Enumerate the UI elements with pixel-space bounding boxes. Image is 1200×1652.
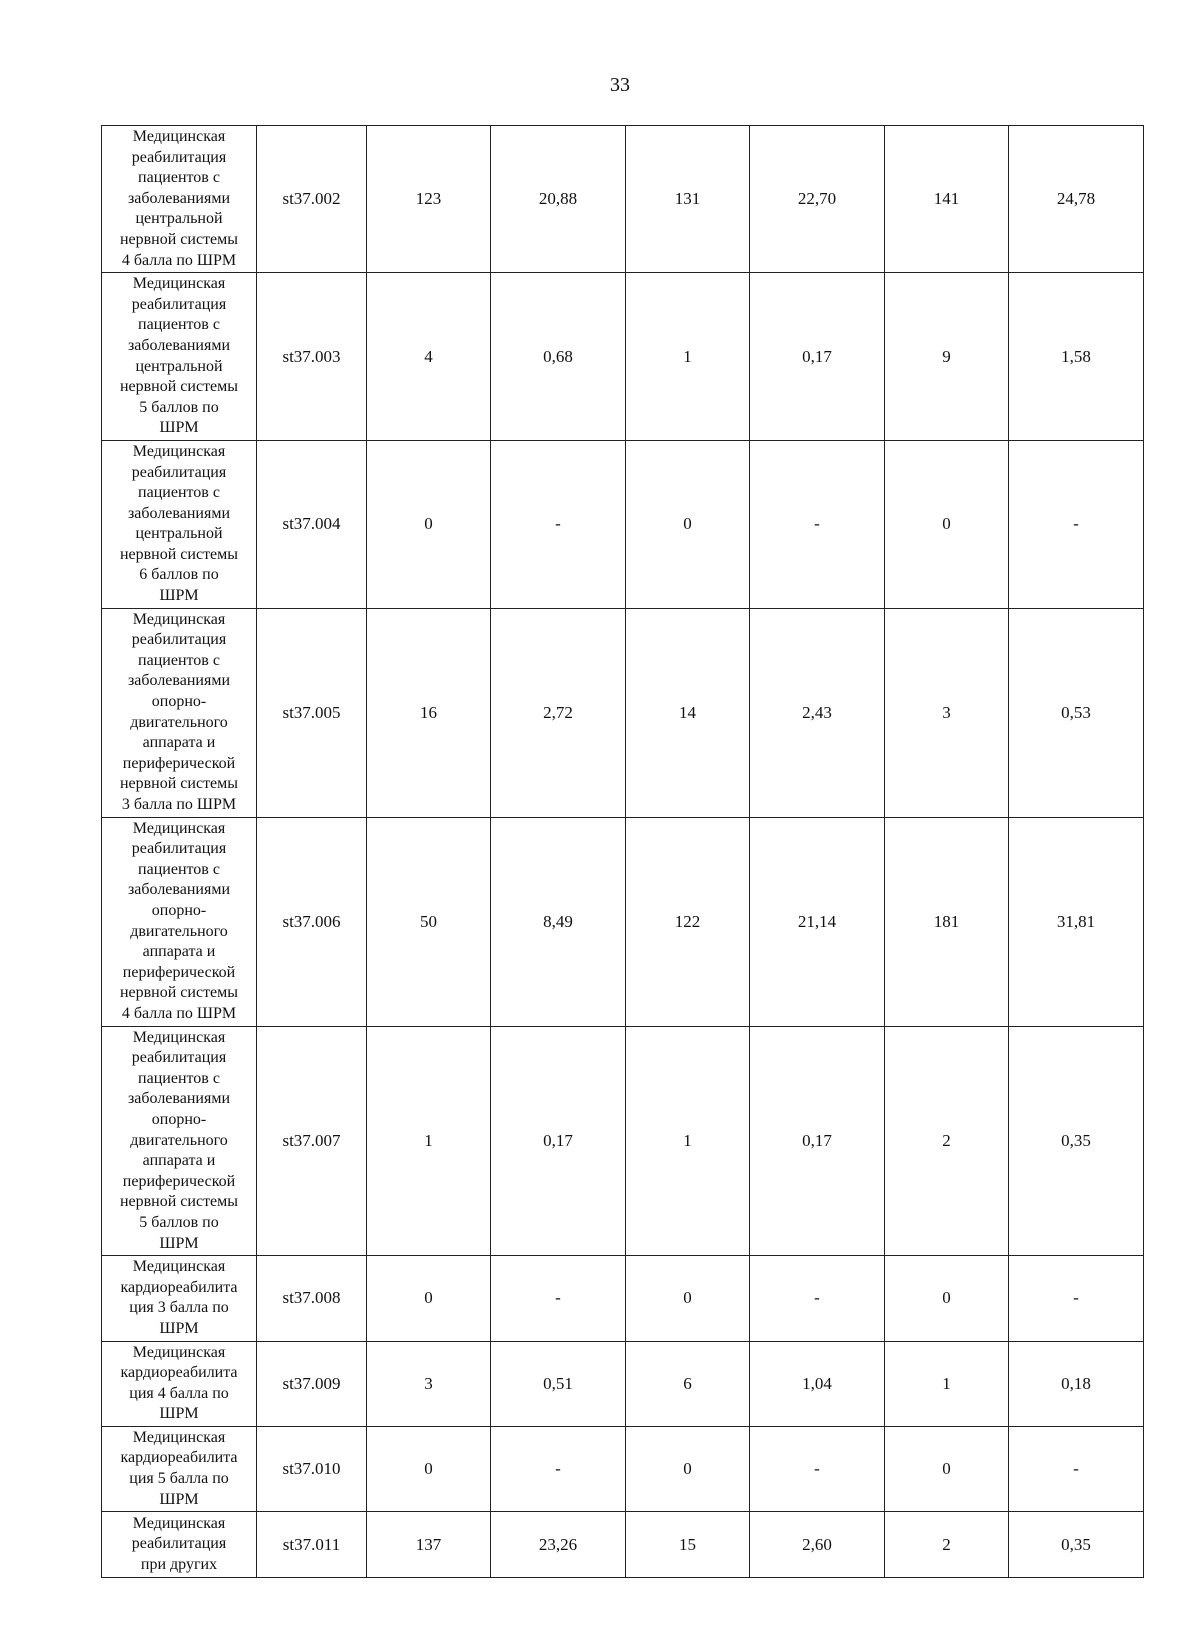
count-cell: 3 [367, 1341, 491, 1426]
percent-cell: 0,17 [750, 1026, 885, 1256]
service-name-line: Медицинская [132, 1514, 226, 1532]
percent-cell: 24,78 [1009, 126, 1144, 273]
percent-cell: - [1009, 1426, 1144, 1511]
count-cell: 2 [885, 1026, 1009, 1256]
service-name-line: двигательного [130, 1131, 228, 1149]
service-name-line: пациентов с [138, 169, 220, 187]
percent-cell: - [491, 440, 626, 608]
percent-cell: 23,26 [491, 1512, 626, 1578]
percent-cell: - [491, 1426, 626, 1511]
service-name-line: ция 5 балла по [129, 1470, 229, 1488]
percent-cell: 21,14 [750, 817, 885, 1026]
count-cell: 4 [367, 273, 491, 441]
count-cell: 16 [367, 608, 491, 817]
service-name-line: нервной системы [119, 378, 239, 396]
service-name-line: аппарата и [142, 943, 216, 961]
service-name-line: заболеваниями [127, 881, 231, 899]
count-cell: 0 [626, 1256, 750, 1341]
service-name-line: ШРМ [159, 419, 199, 437]
service-name-line: ция 4 балла по [129, 1384, 229, 1402]
percent-cell: - [750, 440, 885, 608]
service-name-line: кардиореабилита [120, 1449, 238, 1467]
service-name-line: Медицинская [132, 275, 226, 293]
service-name-line: нервной системы [119, 1193, 239, 1211]
service-name-cell [102, 1256, 257, 1341]
service-name-line: ШРМ [159, 587, 199, 605]
service-name-line: Медицинская [132, 819, 226, 837]
service-name-line: пациентов с [138, 1069, 220, 1087]
service-name-line: двигательного [130, 922, 228, 940]
percent-cell: 0,35 [1009, 1026, 1144, 1256]
percent-cell: 1,58 [1009, 273, 1144, 441]
count-cell: 123 [367, 126, 491, 273]
percent-cell: 0,17 [750, 273, 885, 441]
service-name-line: ШРМ [159, 1234, 199, 1252]
service-name-line: заболеваниями [127, 672, 231, 690]
service-name-line: реабилитация [131, 631, 227, 649]
service-name-line: периферической [122, 754, 236, 772]
service-name-line: 3 балла по ШРМ [121, 796, 237, 813]
count-cell: 0 [885, 1256, 1009, 1341]
service-name-line: ШРМ [159, 1405, 199, 1423]
service-name-line: заболеваниями [127, 504, 231, 522]
service-name-line: опорно- [151, 1110, 207, 1128]
table-row [102, 1256, 1144, 1341]
count-cell: 0 [885, 1426, 1009, 1511]
service-name-line: нервной системы [119, 775, 239, 793]
service-name-line: реабилитация [131, 148, 227, 166]
service-name-line: Медицинская [132, 1428, 226, 1446]
service-name-line: нервной системы [119, 545, 239, 563]
service-name-line: 4 балла по ШРМ [121, 1004, 237, 1022]
count-cell: 3 [885, 608, 1009, 817]
service-name-line: нервной системы [119, 984, 239, 1002]
ksg-code-cell: st37.007 [257, 1026, 367, 1256]
service-name-cell [102, 1026, 257, 1256]
service-name-line: пациентов с [138, 316, 220, 334]
table-row [102, 440, 1144, 608]
service-name-cell [102, 1426, 257, 1511]
percent-cell: 31,81 [1009, 817, 1144, 1026]
service-name-cell [102, 1512, 257, 1578]
service-name-line: центральной [135, 357, 223, 375]
data-table [101, 125, 1144, 1578]
service-name-line: центральной [135, 525, 223, 543]
service-name-line: кардиореабилита [120, 1278, 238, 1296]
table-row [102, 1341, 1144, 1426]
table-row [102, 1512, 1144, 1578]
service-name-line: периферической [122, 1172, 236, 1190]
ksg-code-cell: st37.004 [257, 440, 367, 608]
percent-cell: 20,88 [491, 126, 626, 273]
count-cell: 50 [367, 817, 491, 1026]
percent-cell: 0,51 [491, 1341, 626, 1426]
service-name-line: опорно- [151, 902, 207, 919]
ksg-code-cell: st37.006 [257, 817, 367, 1026]
service-name-line: 6 баллов по [139, 566, 219, 584]
percent-cell: 2,60 [750, 1512, 885, 1578]
count-cell: 131 [626, 126, 750, 273]
percent-cell: 22,70 [750, 126, 885, 273]
service-name-line: нервной системы [119, 230, 239, 248]
percent-cell: 1,04 [750, 1341, 885, 1426]
table-row [102, 1026, 1144, 1256]
count-cell: 0 [367, 440, 491, 608]
table-row [102, 817, 1144, 1026]
service-name-line: 5 баллов по [139, 398, 219, 416]
service-name-line: ШРМ [159, 1490, 199, 1508]
service-name-line: Медицинская [132, 442, 226, 460]
ksg-code-cell: st37.005 [257, 608, 367, 817]
count-cell: 14 [626, 608, 750, 817]
service-name-line: ШРМ [159, 1319, 199, 1337]
service-name-line: пациентов с [138, 484, 220, 502]
service-name-cell [102, 608, 257, 817]
table-row [102, 1426, 1144, 1511]
service-name-line: пациентов с [138, 651, 220, 669]
service-name-line: аппарата и [142, 1152, 216, 1170]
percent-cell: 2,43 [750, 608, 885, 817]
count-cell: 0 [626, 1426, 750, 1511]
percent-cell: 0,17 [491, 1026, 626, 1256]
service-name-line: реабилитация [131, 463, 227, 481]
count-cell: 181 [885, 817, 1009, 1026]
service-name-line: заболеваниями [127, 189, 231, 207]
ksg-code-cell: st37.011 [257, 1512, 367, 1578]
count-cell: 1 [885, 1341, 1009, 1426]
count-cell: 122 [626, 817, 750, 1026]
service-name-cell [102, 126, 257, 273]
service-name-cell [102, 1341, 257, 1426]
count-cell: 1 [367, 1026, 491, 1256]
count-cell: 141 [885, 126, 1009, 273]
count-cell: 0 [367, 1256, 491, 1341]
percent-cell: - [491, 1256, 626, 1341]
count-cell: 15 [626, 1512, 750, 1578]
service-name-line: заболеваниями [127, 1090, 231, 1108]
service-name-line: кардиореабилита [120, 1364, 238, 1382]
service-name-line: опорно- [151, 693, 207, 711]
service-name-line: реабилитация [131, 1535, 227, 1553]
percent-cell: 0,68 [491, 273, 626, 441]
service-name-line: аппарата и [142, 734, 216, 752]
count-cell: 6 [626, 1341, 750, 1426]
page-number: 33 [610, 74, 630, 96]
ksg-code-cell: st37.002 [257, 126, 367, 273]
table-row [102, 126, 1144, 273]
service-name-line: 5 баллов по [139, 1213, 219, 1231]
ksg-code-cell: st37.003 [257, 273, 367, 441]
service-name-cell [102, 440, 257, 608]
ksg-code-cell: st37.008 [257, 1256, 367, 1341]
service-name-line: реабилитация [131, 295, 227, 313]
percent-cell: 0,18 [1009, 1341, 1144, 1426]
percent-cell: 0,35 [1009, 1512, 1144, 1578]
service-name-line: 4 балла по ШРМ [121, 251, 237, 269]
table-row [102, 608, 1144, 817]
service-name-cell [102, 273, 257, 441]
ksg-code-cell: st37.010 [257, 1426, 367, 1511]
count-cell: 1 [626, 273, 750, 441]
count-cell: 0 [367, 1426, 491, 1511]
ksg-code-cell: st37.009 [257, 1341, 367, 1426]
service-name-line: Медицинская [132, 1258, 226, 1276]
service-name-line: Медицинская [132, 1028, 226, 1046]
count-cell: 137 [367, 1512, 491, 1578]
service-name-line: реабилитация [131, 840, 227, 858]
percent-cell: - [750, 1256, 885, 1341]
percent-cell: 2,72 [491, 608, 626, 817]
service-name-line: при других [140, 1556, 218, 1574]
service-name-line: Медицинская [132, 610, 226, 628]
count-cell: 0 [885, 440, 1009, 608]
service-name-line: Медицинская [132, 1343, 226, 1361]
service-name-line: Медицинская [132, 128, 226, 145]
percent-cell: 8,49 [491, 817, 626, 1026]
table-body [102, 126, 1144, 1578]
count-cell: 1 [626, 1026, 750, 1256]
percent-cell: - [750, 1426, 885, 1511]
service-name-line: реабилитация [131, 1049, 227, 1067]
count-cell: 2 [885, 1512, 1009, 1578]
service-name-cell [102, 817, 257, 1026]
service-name-line: заболеваниями [127, 336, 231, 354]
service-name-line: пациентов с [138, 860, 220, 878]
service-name-line: периферической [122, 963, 236, 981]
service-name-line: двигательного [130, 713, 228, 731]
table-row [102, 273, 1144, 441]
service-name-line: ция 3 балла по [129, 1299, 229, 1317]
percent-cell: - [1009, 1256, 1144, 1341]
percent-cell: 0,53 [1009, 608, 1144, 817]
service-name-line: центральной [135, 210, 223, 228]
percent-cell: - [1009, 440, 1144, 608]
count-cell: 0 [626, 440, 750, 608]
count-cell: 9 [885, 273, 1009, 441]
